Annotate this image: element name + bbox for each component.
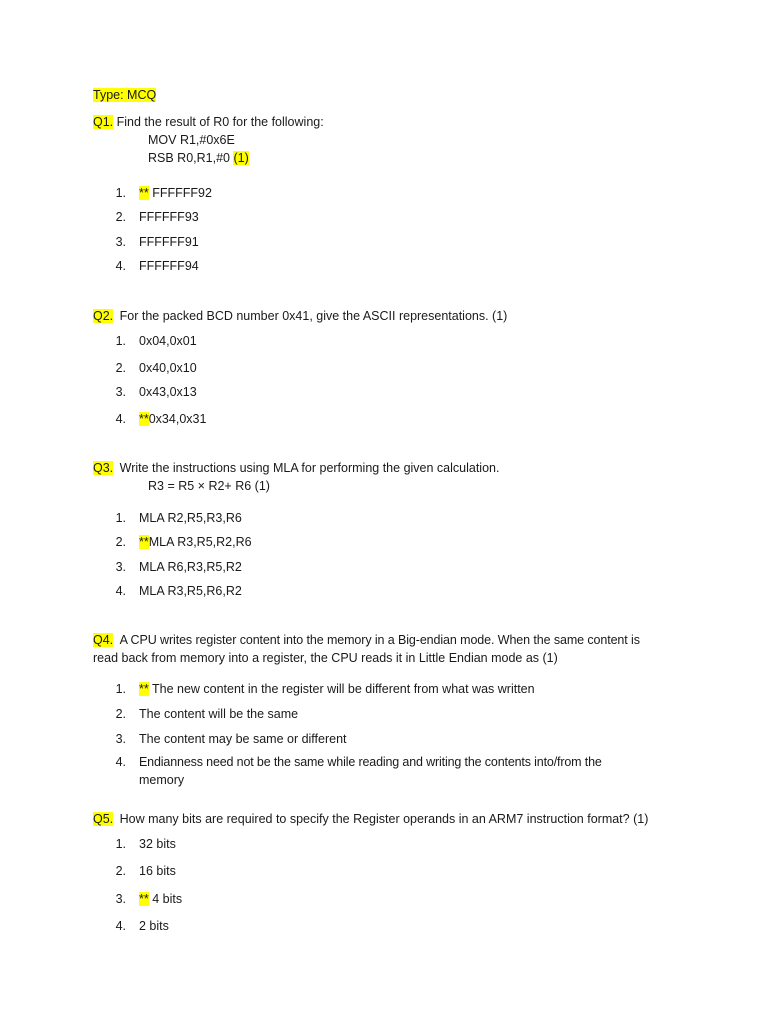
correct-marker: ** bbox=[139, 412, 149, 426]
question-3 bbox=[93, 461, 499, 475]
question-label: Q4. bbox=[93, 633, 114, 647]
correct-marker: ** bbox=[139, 892, 149, 906]
question-4 bbox=[93, 633, 675, 647]
document-page: Type: MCQ Q1. Find the result of R0 for the following: MOV R1,#0x6E RSB R0,R1,#0 (1) 1. ** FFFFFF92 2. FFFFFF93 3. FFFFFF91 4. FFFFFF94 Q2. For the packed BCD number 0x41, give the ASCII representations. (1) 1. 0x04,0x01 2. 0x40,0x10 3. 0x43,0x13 4. **0x34,0x31 Q3. Write the instructions using MLA for performing the given calculation. R3 = R5 × R2+ R6 (1) 1. MLA R2,R5,R3,R6 2. **MLA R3,R5,R2,R6 3. MLA R6,R3,R5,R2 4. MLA R3,R5,R6,R2 Q4. A CPU writes register content into the memory in a Big-endian mode. When the same content is read back from memory into a register, the CPU reads it in Little Endian mode as (1) 1. ** The new content in the register will be different from what was written 2. The content will be the same 3. The content may be same or different 4. Endianness need not be the same while reading and writing the contents into/from the memory Q5. How many bits are required to specify the Register operands in an ARM7 instruction format? (1) 1. 32 bits 2. 16 bits 3. ** 4 bits 4. 2 bits bbox=[0, 0, 768, 1024]
question-text: How many bits are required to specify the Register operands in an ARM7 instruction format? (1) bbox=[119, 812, 649, 826]
question-1 bbox=[93, 115, 324, 129]
question-label: Q5. bbox=[93, 812, 114, 826]
question-text: Write the instructions using MLA for performing the given calculation. bbox=[119, 461, 500, 475]
question-text: A CPU writes register content into the memory in a Big-endian mode. When the same content is bbox=[119, 633, 640, 647]
code-line: RSB R0,R1,#0 (1) bbox=[148, 151, 249, 165]
question-label: Q2. bbox=[93, 309, 114, 323]
type-label: Type: MCQ bbox=[93, 88, 157, 102]
correct-marker: ** bbox=[139, 682, 149, 696]
question-text: For the packed BCD number 0x41, give the ASCII representations. (1) bbox=[119, 309, 508, 323]
question-label: Q3. bbox=[93, 461, 114, 475]
question-label: Q1. bbox=[93, 115, 114, 129]
correct-marker: ** bbox=[139, 535, 149, 549]
question-text-continued: read back from memory into a register, the CPU reads it in Little Endian mode as (1) bbox=[93, 651, 558, 665]
correct-marker: ** bbox=[139, 186, 149, 200]
question-text: Find the result of R0 for the following: bbox=[116, 115, 324, 129]
option-text-continued: memory bbox=[139, 773, 185, 787]
formula: R3 = R5 × R2+ R6 (1) bbox=[148, 479, 270, 493]
question-2 bbox=[93, 309, 507, 323]
code-line: MOV R1,#0x6E bbox=[148, 133, 235, 147]
question-5 bbox=[93, 812, 648, 826]
marks-label: (1) bbox=[233, 151, 249, 165]
